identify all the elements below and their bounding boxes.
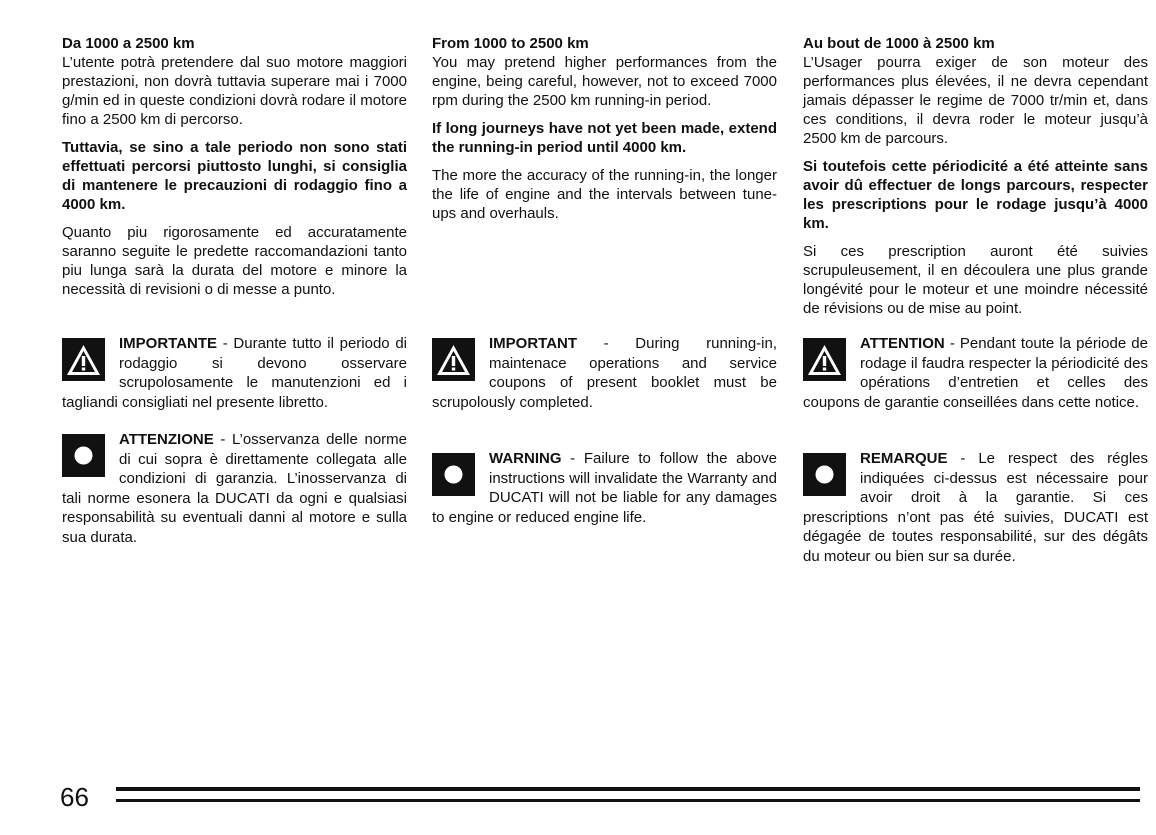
column-italian bbox=[62, 34, 407, 308]
warning-notice-english bbox=[432, 449, 777, 527]
page-number: 66 bbox=[60, 782, 89, 812]
notice-lead: ATTENTION bbox=[860, 335, 945, 352]
warning-triangle-icon bbox=[803, 338, 846, 381]
notice-text: - L’osservanza delle norme di cui sopra è direttamente collegata alle condizioni di garanzia. L’inosservanza di tali norme esonera la DUCATI da ogni e qualsiasi responsabilità su eventuali danni al motore e sulla sua durata. bbox=[62, 431, 407, 546]
paragraph: L’utente potrà pretendere dal suo motore maggiori prestazioni, non dovrà tuttavia superare mai i 7000 g/min ed in queste condizioni dovrà rodare il motore fino a 2500 km di percorso. bbox=[62, 54, 407, 128]
notice-text: - Durante tutto il periodo di rodaggio si devono osservare scrupolosamente le manutenzioni ed i tagliandi consigliati nel presente libretto. bbox=[62, 335, 407, 411]
column-english bbox=[432, 34, 777, 232]
notice-lead: IMPORTANT bbox=[489, 335, 578, 352]
bold-paragraph: If long journeys have not yet been made, extend the running-in period until 4000 km. bbox=[432, 120, 777, 156]
notice-text: - Pendant toute la période de rodage il faudra respecter la périodicité des opérations d’entretien et celles des coupons de garantie conseillées dans cette notice. bbox=[803, 335, 1148, 411]
important-notice-italian bbox=[62, 334, 407, 412]
warning-dot-icon bbox=[432, 453, 475, 496]
warning-notice-italian bbox=[62, 430, 407, 547]
warning-dot-icon bbox=[803, 453, 846, 496]
notice-lead: REMARQUE bbox=[860, 450, 948, 467]
column-french bbox=[803, 34, 1148, 327]
notice-lead: IMPORTANTE bbox=[119, 335, 218, 352]
footer-rule-thick bbox=[116, 787, 1140, 791]
notice-text: - Failure to follow the above instructions will invalidate the Warranty and DUCATI will not be liable for any damages to engine or reduced engine life. bbox=[432, 450, 777, 526]
section-title: From 1000 to 2500 km bbox=[432, 35, 589, 52]
bold-paragraph: Si toutefois cette périodicité a été atteinte sans avoir dû effectuer de longs parcours, respecter les prescriptions pour le rodage jusqu’à 4000 km. bbox=[803, 158, 1148, 232]
warning-triangle-icon bbox=[432, 338, 475, 381]
paragraph: L’Usager pourra exiger de son moteur des performances plus élevées, il ne devra cependant jamais dépasser le regime de 7000 tr/min et, dans ces conditions, il devra roder le moteur jusqu’à 2500 km de parcours. bbox=[803, 54, 1148, 147]
paragraph: Quanto piu rigorosamente ed accuratamente saranno seguite le predette raccomandazioni tanto piu lunga sarà la durata del motore e minore la necessità di revisioni o di messe a punto. bbox=[62, 224, 407, 298]
section-title: Au bout de 1000 à 2500 km bbox=[803, 35, 995, 52]
warning-dot-icon bbox=[62, 434, 105, 477]
section-title: Da 1000 a 2500 km bbox=[62, 35, 195, 52]
notice-text: - Le respect des régles indiquées ci-dessus est nécessaire pour avoir droit à la garantie. Si ces prescriptions n’ont pas été suivies, DUCATI est dégagée de toutes responsabilité, sur des dégâts du moteur ou bien sur sa durée. bbox=[803, 450, 1148, 565]
footer-rule-thin bbox=[116, 799, 1140, 802]
notice-text: - During running-in, maintenace operations and service coupons of present booklet must be scrupolously completed. bbox=[432, 335, 777, 411]
notice-lead: WARNING bbox=[489, 450, 562, 467]
warning-notice-french bbox=[803, 449, 1148, 566]
paragraph: The more the accuracy of the running-in, the longer the life of engine and the intervals between tune-ups and overhauls. bbox=[432, 167, 777, 222]
important-notice-french bbox=[803, 334, 1148, 412]
notice-lead: ATTENZIONE bbox=[119, 431, 214, 448]
warning-triangle-icon bbox=[62, 338, 105, 381]
paragraph: You may pretend higher performances from the engine, being careful, however, not to exceed 7000 rpm during the 2500 km running-in period. bbox=[432, 54, 777, 109]
bold-paragraph: Tuttavia, se sino a tale periodo non sono stati effettuati percorsi piuttosto lunghi, si consiglia di mantenere le precauzioni di rodaggio fino a 4000 km. bbox=[62, 139, 407, 213]
important-notice-english bbox=[432, 334, 777, 412]
paragraph: Si ces prescription auront été suivies scrupuleusement, il en découlera une plus grande longévité pour le moteur et une moindre nécessité de révisions ou de mise au point. bbox=[803, 243, 1148, 317]
